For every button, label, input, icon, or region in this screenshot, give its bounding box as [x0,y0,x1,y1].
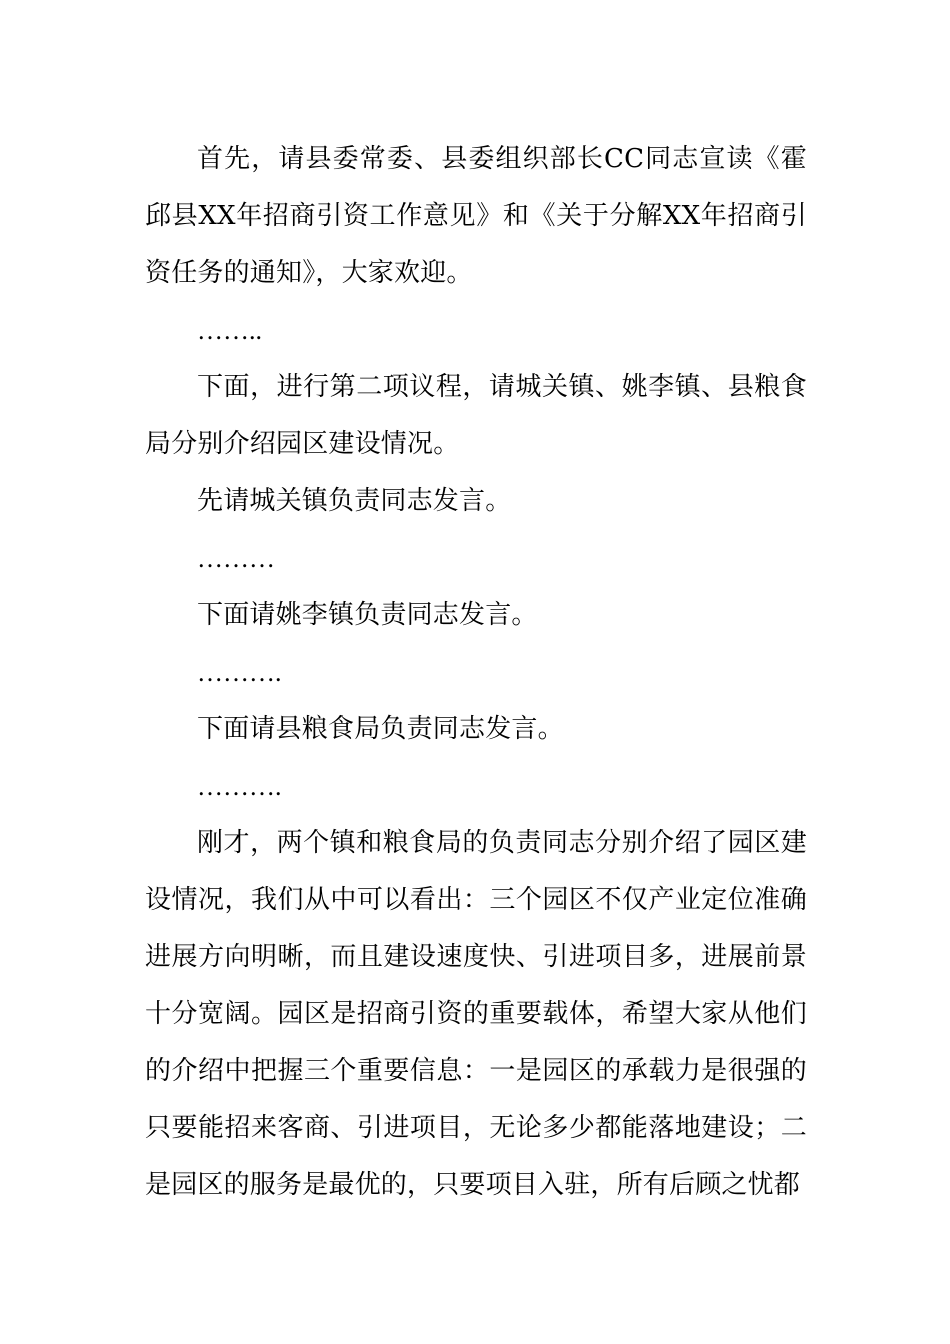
paragraph-summary: 刚才，两个镇和粮食局的负责同志分别介绍了园区建设情况，我们从中可以看出：三个园区不仅产业定位准确进展方向明晰，而且建设速度快、引进项目多，进展前景十分宽阔。园区是招商引资的重要载体，希望大家从他们的介绍中把握三个重要信息：一是园区的承载力是很强的只要能招来客商、引进项目，无论多少都能落地建设；二是园区的服务是最优的，只要项目入驻，所有后顾之忧都 [145,828,807,1200]
paragraph-chengguan-speech: 先请城关镇负责同志发言。 [197,486,512,516]
paragraph-ellipsis: ………. [197,658,282,687]
paragraph-ellipsis: ……… [197,544,275,573]
paragraph-ellipsis: ………. [197,772,282,801]
paragraph-grain-bureau-speech: 下面请县粮食局负责同志发言。 [197,714,564,744]
paragraph-announcement: 首先，请县委常委、县委组织部长CC同志宣读《霍邱县XX年招商引资工作意见》和《关于分解XX年招商引资任务的通知》，大家欢迎。 [145,144,807,288]
paragraph-second-agenda: 下面，进行第二项议程，请城关镇、姚李镇、县粮食局分别介绍园区建设情况。 [145,372,807,459]
paragraph-ellipsis: …….. [197,316,262,345]
paragraph-yaoli-speech: 下面请姚李镇负责同志发言。 [197,600,538,630]
document-body [145,131,807,1214]
